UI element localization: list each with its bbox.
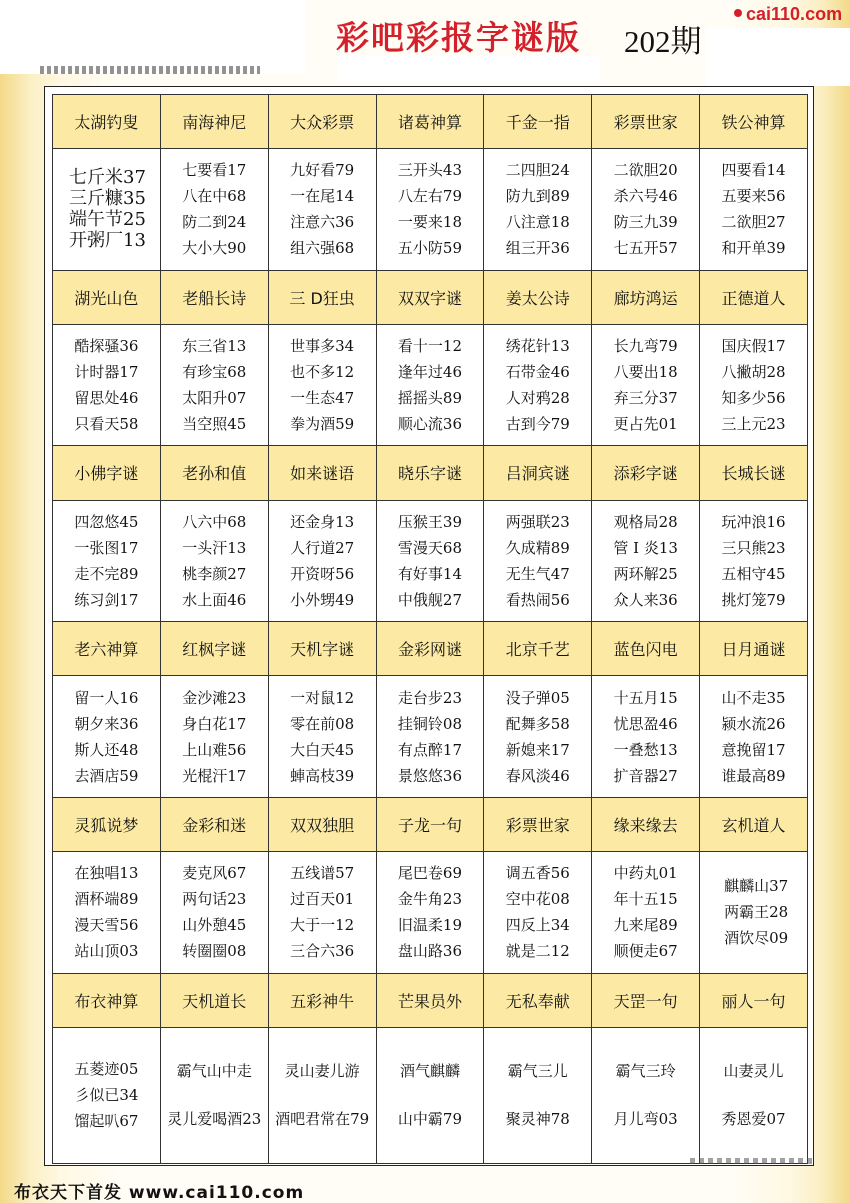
puzzle-line: 彡似已34 [74,1086,139,1105]
puzzle-line: 有好事14 [397,564,462,583]
puzzle-line: 摇摇头89 [397,389,462,408]
puzzle-line: 九好看79 [290,161,355,180]
puzzle-line: 一张图17 [74,538,139,557]
column-header: 日月通谜 [700,622,808,676]
header-row [53,95,808,149]
puzzle-line: 身白花17 [182,714,247,733]
puzzle-cell [268,851,376,973]
puzzle-line: 酒吧君常在79 [275,1110,370,1129]
puzzle-line: 朝夕来36 [74,714,139,733]
column-header: 双双独胆 [268,797,376,851]
puzzle-line: 知多少56 [721,389,786,408]
puzzle-line: 酒气麒麟 [399,1062,460,1081]
footer-credit: 布衣天下首发 www.cai110.com [14,1183,305,1203]
puzzle-line: 年十五15 [613,890,678,909]
puzzle-line: 二欲胆27 [721,213,786,232]
puzzle-line: 春风淡46 [505,766,570,785]
column-header: 天机字谜 [268,622,376,676]
puzzle-cell [700,1027,808,1163]
header-scribble [40,66,260,74]
puzzle-cell [160,851,268,973]
puzzle-line: 三只熊23 [721,538,786,557]
column-header: 彩票世家 [592,95,700,149]
puzzle-line: 四反上34 [505,916,570,935]
header-row [53,270,808,324]
puzzle-line: 山不走35 [721,688,786,707]
puzzle-line: 配舞多58 [505,714,570,733]
puzzle-line: 新媳来17 [505,740,570,759]
column-header: 老船长诗 [160,270,268,324]
puzzle-line: 山外憩45 [182,916,247,935]
puzzle-line: 七斤米37 [69,167,146,189]
puzzle-cell [592,676,700,798]
entry-row [53,324,808,446]
puzzle-line: 一头汗13 [182,538,247,557]
puzzle-cell [484,324,592,446]
puzzle-cell [53,676,161,798]
puzzle-line: 山妻灵儿 [723,1062,784,1081]
puzzle-line: 聚灵神78 [505,1110,570,1129]
puzzle-line: 十五月15 [613,688,678,707]
column-header: 蓝色闪电 [592,622,700,676]
puzzle-cell [160,149,268,271]
puzzle-line: 无生气47 [505,564,570,583]
column-header: 子龙一句 [376,797,484,851]
puzzle-cell [53,500,161,622]
puzzle-line: 就是二12 [505,942,570,961]
entry-row [53,500,808,622]
puzzle-line: 霸气三儿 [507,1062,568,1081]
puzzle-cell [700,500,808,622]
puzzle-line: 麒麟山37 [724,877,789,896]
puzzle-line: 世事多34 [290,337,355,356]
puzzle-line: 防三九39 [613,213,678,232]
site-watermark[interactable] [746,4,842,25]
puzzle-line: 七要看17 [182,161,247,180]
puzzle-line: 一在尾14 [290,187,355,206]
puzzle-line: 调五香56 [505,864,570,883]
column-header: 五彩神牛 [268,973,376,1027]
puzzle-line: 大白天45 [290,740,355,759]
puzzle-line: 桃李颜27 [182,564,247,583]
puzzle-line: 八左右79 [397,187,462,206]
puzzle-line: 大于一12 [290,916,355,935]
puzzle-cell [160,500,268,622]
puzzle-line: 走不完89 [74,564,139,583]
puzzle-cell [376,851,484,973]
puzzle-line: 计时器17 [74,363,139,382]
puzzle-line: 弃三分37 [613,389,678,408]
column-header: 红枫字谜 [160,622,268,676]
puzzle-cell [268,676,376,798]
puzzle-line: 大小大90 [182,239,247,258]
puzzle-line: 二四胆24 [505,161,570,180]
puzzle-line: 三斤糠35 [69,188,146,210]
puzzle-cell [376,500,484,622]
puzzle-line: 中俄舰27 [397,590,462,609]
puzzle-line: 月儿弯03 [613,1110,678,1129]
column-header: 三 D狂虫 [268,270,376,324]
puzzle-cell [592,500,700,622]
puzzle-cell [484,1027,592,1163]
puzzle-line: 麦克风67 [182,864,247,883]
puzzle-line: 七五开57 [613,239,678,258]
puzzle-line: 更占先01 [613,415,678,434]
header-row [53,446,808,500]
column-header: 太湖钓叟 [53,95,161,149]
puzzle-line: 忧思盈46 [613,714,678,733]
column-header: 芒果员外 [376,973,484,1027]
column-header: 小佛字谜 [53,446,161,500]
puzzle-line: 山中霸79 [397,1110,462,1129]
puzzle-line: 也不多12 [290,363,355,382]
puzzle-line: 酒杯端89 [74,890,139,909]
puzzle-line: 挂铜铃08 [397,714,462,733]
puzzle-line: 谁最高89 [721,766,786,785]
puzzle-line: 灵山妻儿游 [284,1062,360,1081]
puzzle-line: 尾巴卷69 [397,864,462,883]
puzzle-line: 四忽悠45 [74,512,139,531]
puzzle-line: 漫天雪56 [74,916,139,935]
puzzle-line: 东三省13 [182,337,247,356]
puzzle-line: 防二到24 [182,213,247,232]
dot-icon [734,9,742,17]
puzzle-line: 和开单39 [721,239,786,258]
puzzle-cell [592,324,700,446]
puzzle-cell [484,851,592,973]
puzzle-line: 雪漫天68 [397,538,462,557]
puzzle-line: 斯人还48 [74,740,139,759]
puzzle-line: 观格局28 [613,512,678,531]
column-header: 北京千艺 [484,622,592,676]
page-title: 彩吧彩报字谜版 [336,18,581,57]
header-row [53,622,808,676]
puzzle-cell [376,1027,484,1163]
puzzle-line: 三合六36 [290,942,355,961]
column-header: 正德道人 [700,270,808,324]
column-header: 丽人一句 [700,973,808,1027]
puzzle-cell [53,149,161,271]
puzzle-line: 五菱迹05 [74,1060,139,1079]
column-header: 廊坊鸿运 [592,270,700,324]
puzzle-line: 一对鼠12 [290,688,355,707]
puzzle-line: 五小防59 [397,239,462,258]
puzzle-line: 蛼高枝39 [290,766,355,785]
puzzle-line: 八注意18 [505,213,570,232]
puzzle-line: 有珍宝68 [182,363,247,382]
puzzle-line: 石带金46 [505,363,570,382]
column-header: 大众彩票 [268,95,376,149]
puzzle-line: 八要出18 [613,363,678,382]
puzzle-line: 人对鸦28 [505,389,570,408]
puzzle-cell [484,500,592,622]
puzzle-line: 当空照45 [182,415,247,434]
puzzle-line: 八在中68 [182,187,247,206]
puzzle-line: 没子弹05 [505,688,570,707]
puzzle-line: 逢年过46 [397,363,462,382]
puzzle-line: 五线谱57 [290,864,355,883]
puzzle-line: 开粥厂13 [69,230,146,252]
column-header: 南海神尼 [160,95,268,149]
puzzle-cell [592,149,700,271]
header-white-panel-left [0,0,306,74]
puzzle-line: 金沙滩23 [182,688,247,707]
puzzle-cell [160,324,268,446]
puzzle-line: 霸气三玲 [615,1062,676,1081]
puzzle-line: 三开头43 [397,161,462,180]
puzzle-line: 过百天01 [290,890,355,909]
column-header: 无私奉献 [484,973,592,1027]
puzzle-line: 有点醉17 [397,740,462,759]
column-header: 铁公神算 [700,95,808,149]
puzzle-line: 五要来56 [721,187,786,206]
issue-number: 202期 [624,24,702,59]
column-header: 玄机道人 [700,797,808,851]
puzzle-cell [592,851,700,973]
entry-row [53,149,808,271]
puzzle-grid [52,94,808,1164]
puzzle-cell [700,676,808,798]
column-header: 晓乐字谜 [376,446,484,500]
puzzle-line: 一叠愁13 [613,740,678,759]
puzzle-line: 管 I 炎13 [613,538,678,557]
puzzle-line: 光棍汗17 [182,766,247,785]
puzzle-line: 开资呀56 [290,564,355,583]
column-header: 添彩字谜 [592,446,700,500]
puzzle-line: 留一人16 [74,688,139,707]
column-header: 姜太公诗 [484,270,592,324]
header-white-panel-right [706,28,850,86]
puzzle-cell [53,851,161,973]
column-header: 吕洞宾谜 [484,446,592,500]
puzzle-line: 挑灯笼79 [721,590,786,609]
puzzle-line: 意挽留17 [721,740,786,759]
column-header: 天罡一句 [592,973,700,1027]
column-header: 布衣神算 [53,973,161,1027]
puzzle-line: 五相守45 [721,564,786,583]
entry-row [53,1027,808,1163]
puzzle-line: 长九弯79 [613,337,678,356]
column-header: 长城长谜 [700,446,808,500]
column-header: 缘来缘去 [592,797,700,851]
puzzle-line: 古到今79 [505,415,570,434]
puzzle-line: 颍水流26 [721,714,786,733]
puzzle-line: 两环解25 [613,564,678,583]
puzzle-line: 绣花针13 [505,337,570,356]
header-white-panel-center [338,56,600,82]
puzzle-line: 空中花08 [505,890,570,909]
puzzle-cell [376,676,484,798]
puzzle-line: 酒饮尽09 [724,929,789,948]
puzzle-cell [268,149,376,271]
puzzle-cell [592,1027,700,1163]
puzzle-line: 八撇胡28 [721,363,786,382]
puzzle-line: 转圈圈08 [182,942,247,961]
column-header: 诸葛神算 [376,95,484,149]
puzzle-cell [268,500,376,622]
puzzle-line: 久成精89 [505,538,570,557]
puzzle-line: 一生态47 [290,389,355,408]
puzzle-line: 只看天58 [74,415,139,434]
column-header: 灵狐说梦 [53,797,161,851]
puzzle-line: 杀六号46 [613,187,678,206]
puzzle-line: 玩冲浪16 [721,512,786,531]
puzzle-line: 四要看14 [721,161,786,180]
puzzle-line: 走台步23 [397,688,462,707]
puzzle-line: 人行道27 [290,538,355,557]
puzzle-cell [268,324,376,446]
puzzle-cell [484,149,592,271]
puzzle-cell [484,676,592,798]
puzzle-line: 上山难56 [182,740,247,759]
entry-row [53,676,808,798]
puzzle-line: 众人来36 [613,590,678,609]
column-header: 金彩网谜 [376,622,484,676]
header-row [53,797,808,851]
puzzle-line: 中药丸01 [613,864,678,883]
puzzle-line: 旧温柔19 [397,916,462,935]
puzzle-cell [376,149,484,271]
puzzle-line: 两句话23 [182,890,247,909]
puzzle-line: 组六强68 [290,239,355,258]
puzzle-line: 端午节25 [69,209,146,231]
column-header: 如来谜语 [268,446,376,500]
puzzle-line: 压猴王39 [397,512,462,531]
puzzle-line: 国庆假17 [721,337,786,356]
puzzle-line: 盘山路36 [397,942,462,961]
puzzle-line: 两霸王28 [724,903,789,922]
puzzle-line: 拳为酒59 [290,415,355,434]
puzzle-cell [53,1027,161,1163]
column-header: 双双字谜 [376,270,484,324]
puzzle-cell [700,149,808,271]
column-header: 老孙和值 [160,446,268,500]
puzzle-line: 秀恩爱07 [721,1110,786,1129]
puzzle-line: 水上面46 [182,590,247,609]
site-link[interactable]: cai110.com [746,4,843,24]
puzzle-line: 九来尾89 [613,916,678,935]
header-row [53,973,808,1027]
puzzle-cell [700,324,808,446]
puzzle-line: 站山顶03 [74,942,139,961]
column-header: 金彩和迷 [160,797,268,851]
puzzle-cell [160,1027,268,1163]
column-header: 天机道长 [160,973,268,1027]
puzzle-line: 灵儿爱喝酒23 [167,1110,262,1129]
puzzle-line: 一要来18 [397,213,462,232]
column-header: 千金一指 [484,95,592,149]
puzzle-line: 组三开36 [505,239,570,258]
puzzle-line: 顺心流36 [397,415,462,434]
entry-row [53,851,808,973]
puzzle-line: 三上元23 [721,415,786,434]
puzzle-cell [700,851,808,973]
puzzle-line: 看热闹56 [505,590,570,609]
puzzle-line: 二欲胆20 [613,161,678,180]
puzzle-line: 扩音器27 [613,766,678,785]
puzzle-line: 八六中68 [182,512,247,531]
puzzle-cell [376,324,484,446]
bottom-stripe [690,1158,814,1164]
puzzle-line: 金牛角23 [397,890,462,909]
puzzle-line: 留思处46 [74,389,139,408]
puzzle-line: 酷探骚36 [74,337,139,356]
puzzle-line: 顺便走67 [613,942,678,961]
puzzle-line: 太阳升07 [182,389,247,408]
puzzle-line: 零在前08 [290,714,355,733]
puzzle-line: 霸气山中走 [176,1062,252,1081]
column-header: 老六神算 [53,622,161,676]
column-header: 彩票世家 [484,797,592,851]
puzzle-line: 防九到89 [505,187,570,206]
puzzle-cell [160,676,268,798]
puzzle-line: 馏起叭67 [74,1112,139,1131]
puzzle-line: 注意六36 [290,213,355,232]
puzzle-line: 去酒店59 [74,766,139,785]
puzzle-line: 两强联23 [505,512,570,531]
puzzle-line: 练习剑17 [74,590,139,609]
puzzle-line: 看十一12 [397,337,462,356]
puzzle-line: 在独唱13 [74,864,139,883]
puzzle-line: 小外甥49 [290,590,355,609]
puzzle-line: 景悠悠36 [397,766,462,785]
puzzle-cell [53,324,161,446]
puzzle-line: 还金身13 [290,512,355,531]
column-header: 湖光山色 [53,270,161,324]
puzzle-cell [268,1027,376,1163]
